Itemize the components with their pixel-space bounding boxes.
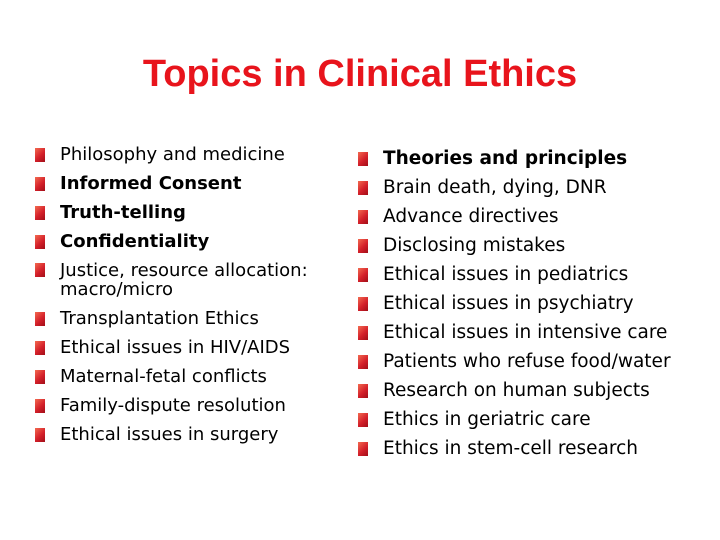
list-item-label: Justice, resource allocation: macro/micro (60, 260, 308, 300)
list-item (358, 173, 710, 202)
list-item (358, 405, 710, 434)
list-item (358, 347, 710, 376)
bullet-icon (358, 413, 368, 427)
bullet-icon (35, 341, 45, 355)
bullet-icon (35, 206, 45, 220)
list-item (35, 333, 345, 362)
bullet-icon (358, 384, 368, 398)
bullet-icon (35, 235, 45, 249)
list-item (35, 198, 345, 227)
list-item (358, 289, 710, 318)
list-item-label: Ethical issues in surgery (60, 424, 279, 445)
list-item (358, 376, 710, 405)
bullet-icon (358, 355, 368, 369)
topic-list-right (358, 144, 710, 463)
bullet-icon (358, 326, 368, 340)
list-item-label: Patients who refuse food/water (383, 351, 671, 372)
list-item (35, 420, 345, 449)
list-item (358, 260, 710, 289)
list-item-label: Research on human subjects (383, 380, 650, 401)
bullet-icon (358, 210, 368, 224)
bullet-icon (358, 239, 368, 253)
list-item (358, 434, 710, 463)
bullet-icon (35, 148, 45, 162)
list-item-label: Ethics in stem-cell research (383, 438, 638, 459)
list-item-label: Disclosing mistakes (383, 235, 566, 256)
list-item (35, 362, 345, 391)
bullet-icon (358, 152, 368, 166)
list-item-label: Ethical issues in pediatrics (383, 264, 629, 285)
list-item-label: Confidentiality (60, 231, 210, 252)
slide-title: Topics in Clinical Ethics (142, 53, 578, 95)
list-item (35, 169, 345, 198)
list-item-label: Brain death, dying, DNR (383, 177, 607, 198)
bullet-icon (35, 399, 45, 413)
list-item-label: Ethical issues in psychiatry (383, 293, 634, 314)
list-item-label: Maternal-fetal conflicts (60, 366, 267, 387)
list-item-label: Ethical issues in intensive care (383, 322, 668, 343)
bullet-icon (358, 181, 368, 195)
list-item-label: Advance directives (383, 206, 559, 227)
list-item-label: Philosophy and medicine (60, 144, 285, 165)
bullet-icon (35, 312, 45, 326)
list-item-label: Transplantation Ethics (60, 308, 259, 329)
list-item-label: Truth-telling (60, 202, 186, 223)
list-item-label: Informed Consent (60, 173, 242, 194)
topic-list-left (35, 140, 345, 449)
bullet-icon (358, 297, 368, 311)
bullet-icon (35, 177, 45, 191)
bullet-icon (358, 442, 368, 456)
list-item-label: Family-dispute resolution (60, 395, 286, 416)
list-item-label: Ethical issues in HIV/AIDS (60, 337, 291, 358)
list-item (35, 227, 345, 256)
list-item-label: Theories and principles (383, 148, 628, 169)
bullet-icon (35, 370, 45, 384)
list-item (35, 256, 345, 304)
list-item (358, 231, 710, 260)
list-item (35, 391, 345, 420)
bullet-icon (358, 268, 368, 282)
list-item (35, 140, 345, 169)
bullet-icon (35, 263, 45, 277)
list-item (35, 304, 345, 333)
list-item (358, 144, 710, 173)
list-item-label: Ethics in geriatric care (383, 409, 591, 430)
list-item (358, 318, 710, 347)
list-item (358, 202, 710, 231)
bullet-icon (35, 428, 45, 442)
